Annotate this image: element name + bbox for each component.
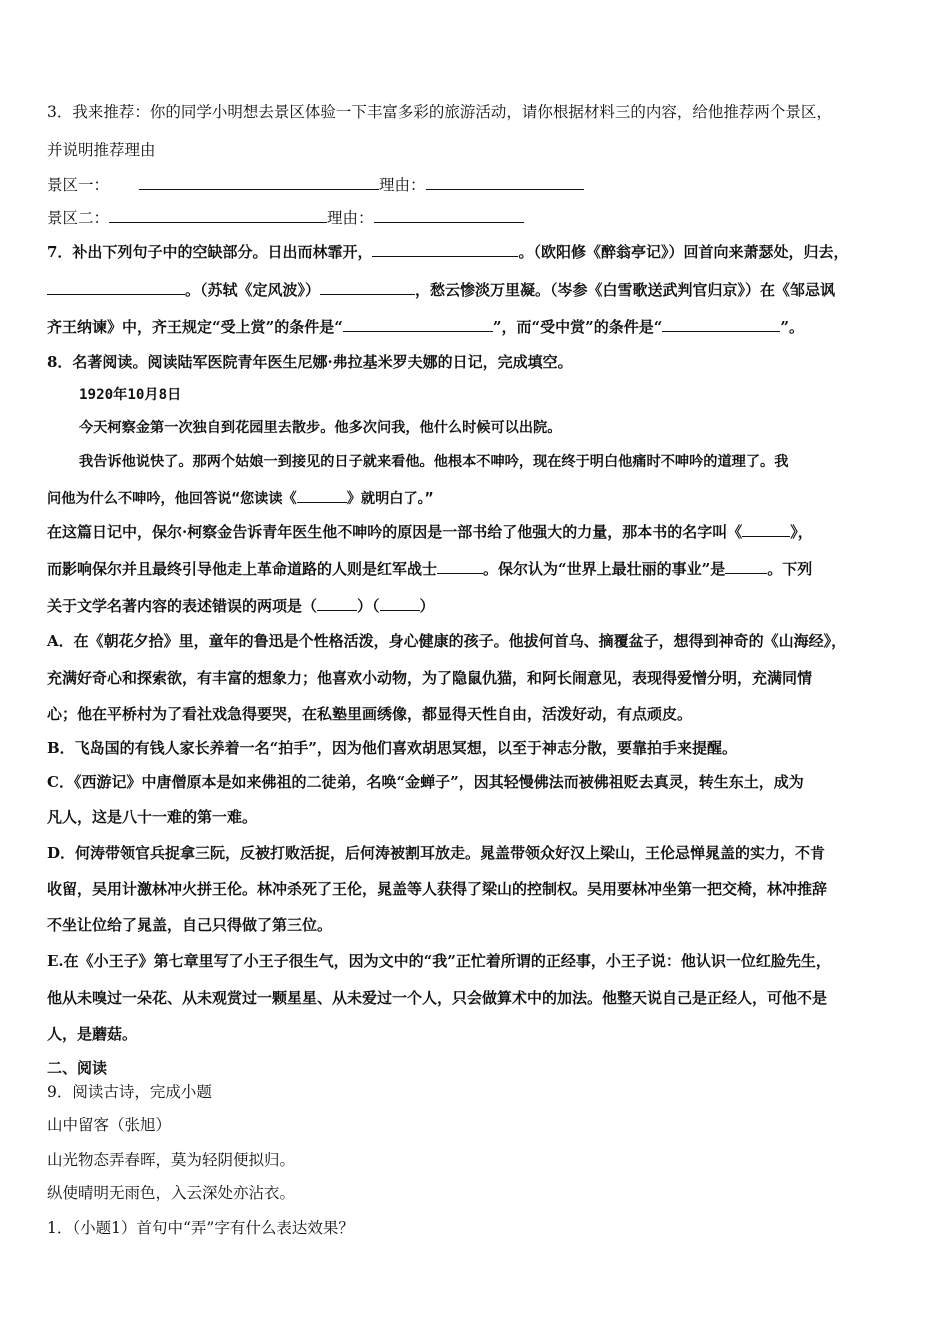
q7-line-3: 齐王纳谏》中，齐王规定“受上赏”的条件是“ ”，而“受中赏”的条件是“ ”。 [47,318,805,336]
q7-blank-5 [662,316,780,332]
diary-line-1: 今天柯察金第一次独自到花园里去散步。他多次问我，他什么时候可以出院。 [79,420,562,436]
option-b: B．飞岛国的有钱人家长养着一名“拍手”，因为他们喜欢胡思冥想，以至于神志分散，要靠拍手来提醒。 [47,739,737,757]
option-a-line-2: 充满好奇心和探索欲，有丰富的想象力；他喜欢小动物，为了隐鼠仇猫，和阿长闹意见，表现得爱憎分明，充满同情 [47,669,813,687]
poem-line-2: 纵使晴明无雨色，入云深处亦沾衣。 [47,1184,296,1202]
book-name-blank [742,521,790,537]
q7-line-2: 。（苏轼《定风波》） ，愁云惨淡万里凝。（岑参《白雪歌送武判官归京》）在《邹忌讽 [47,279,835,300]
q7-blank-4 [343,316,493,332]
q9-prompt: 9．阅读古诗，完成小题 [47,1083,212,1101]
diary-blank [297,487,347,503]
option-d-line-1: D．何涛带领官兵捉拿三阮，反被打败活捉，后何涛被割耳放走。晁盖带领众好汉上梁山，王伦忌惮晁盖的实力，不肯 [47,844,826,862]
option-a-line-3: 心；他在平桥村为了看社戏急得要哭，在私塾里画绣像，都显得天性自由，活泼好动，有点顽皮。 [47,705,693,723]
q8-intro: 8．名著阅读。阅读陆军医院青年医生尼娜·弗拉基米罗夫娜的日记，完成填空。 [47,353,573,371]
option-d-line-3: 不坐让位给了晁盖，自己只得做了第三位。 [47,916,333,934]
q8-para-3: 关于文学名著内容的表述错误的两项是（ ）（ ） [47,597,435,615]
diary-line-2: 我告诉他说快了。那两个姑娘一到接见的日子就来看他。他根本不呻吟，现在终于明白他痛时不呻吟的道理了。我 [79,454,789,470]
q8-para-1: 在这篇日记中，保尔·柯察金告诉青年医生他不呻吟的原因是一部书给了他强大的力量，那本书的名字叫《 》， [47,523,813,541]
q3-spot-1-row [47,174,584,195]
q8-para-2: 而影响保尔并且最终引导他走上革命道路的人则是红军战士 。保尔认为“世界上最壮丽的事业”是 。下列 [47,560,813,578]
option-c-line-2: 凡人，这是八十一难的第一难。 [47,808,258,826]
spot-2-blank [109,207,327,223]
sub-question-1: 1．（小题1）首句中“弄”字有什么表达效果？ [47,1219,354,1237]
answer-blank-2 [380,595,420,611]
poem-title: 山中留客（张旭） [47,1116,172,1134]
option-e-line-3: 人，是蘑菇。 [47,1025,138,1043]
section-heading: 二、阅读 [47,1059,108,1077]
reason-1-label: 理由： [379,176,426,194]
reason-2-blank [374,207,524,223]
option-c-line-1: C．《西游记》中唐僧原本是如来佛祖的二徒弟，名唤“金蝉子”，因其轻慢佛法而被佛祖贬去真灵，转生东土，成为 [47,773,804,791]
poem-line-1: 山光物态弄春晖，莫为轻阴便拟归。 [47,1151,296,1169]
reason-2-label: 理由： [327,209,374,227]
career-blank [725,558,767,574]
reason-1-blank [426,174,584,190]
q3-line-2: 并说明推荐理由 [47,141,156,159]
q7-blank-2 [47,279,185,295]
q7-blank-3 [320,279,415,295]
answer-blank-1 [317,595,357,611]
option-d-line-2: 收留，吴用计激林冲火拼王伦。林冲杀死了王伦，晁盖等人获得了梁山的控制权。吴用要林冲坐第一把交椅，林冲推辞 [47,880,828,898]
q3-line-1: 3．我来推荐：你的同学小明想去景区体验一下丰富多彩的旅游活动，请你根据材料三的内容，给他推荐两个景区， [47,103,832,121]
q7-blank-1 [372,241,518,257]
q3-spot-2-row [47,207,524,228]
option-a-line-1: A．在《朝花夕拾》里，童年的鲁迅是个性格活泼，身心健康的孩子。他拔何首乌、摘覆盆子，想得到神奇的《山海经》， [47,632,847,650]
q7-line-1: 7．补出下列句子中的空缺部分。日出而林霏开， 。（欧阳修《醉翁亭记》）回首向来萧瑟处，归去， [47,243,849,261]
spot-2-label: 景区二： [47,209,110,227]
spot-1-label: 景区一： [47,176,110,194]
option-e-line-1: E.在《小王子》第七章里写了小王子很生气，因为文中的“我”正忙着所谓的正经事，小王子说：他认识一位红脸先生， [47,952,831,970]
soldier-blank [437,558,483,574]
option-e-line-2: 他从未嗅过一朵花、从未观赏过一颗星星、从未爱过一个人，只会做算术中的加法。他整天说自己是正经人，可他不是 [47,989,828,1007]
diary-date: 1920年10月8日 [79,387,182,403]
spot-1-blank [139,174,379,190]
diary-line-3: 问他为什么不呻吟，他回答说“您读读《 》就明白了。” [47,487,433,509]
